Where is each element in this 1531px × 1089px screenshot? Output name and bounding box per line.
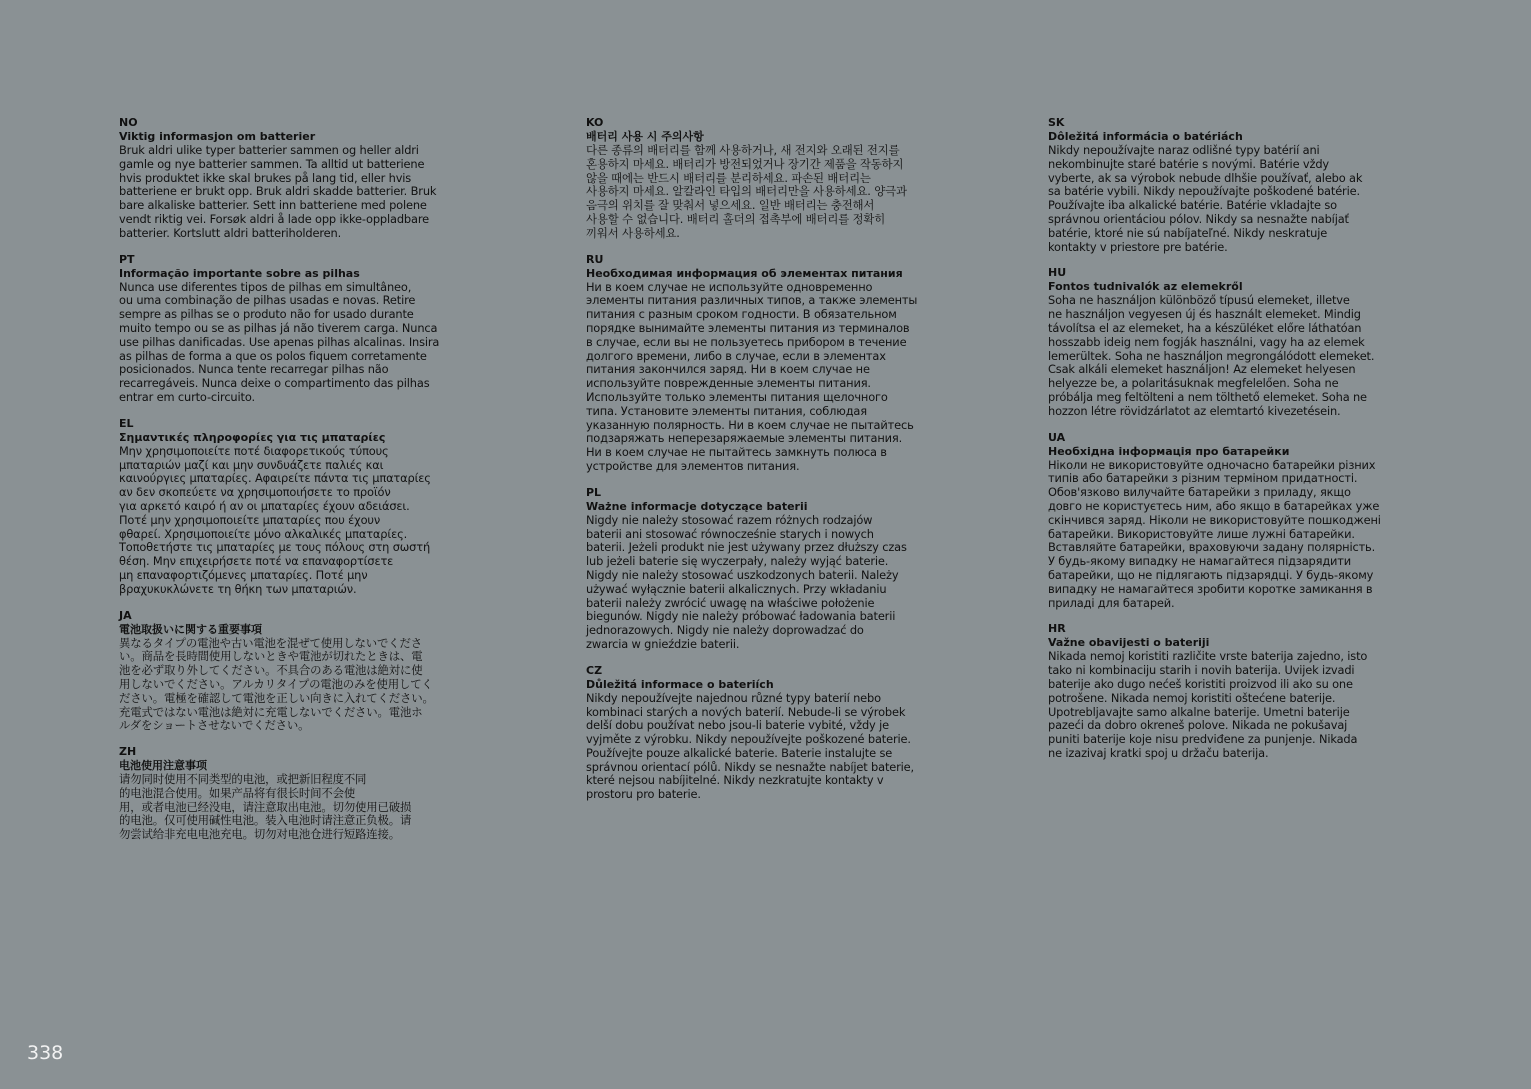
section-body: Nunca use diferentes tipos de pilhas em simultâneo, ou uma combinação de pilhas usadas e novas. Retire sempre as pilhas se o produto não for usado durante muito tempo ou se as pilhas já não tiverem carga. Nunca use pilhas danificadas. Use apenas pilhas alcalinas. Insira as pilhas de forma a que os polos fiquem corretamente posicionados. Nunca tente recarregar pilhas não recarregáveis. Nunca deixe o compartimento das pilhas entrar em curto-circuito. (119, 279, 440, 404)
section-body: Nigdy nie należy stosować razem różnych rodzajów baterii ani stosować równocześnie starych i nowych baterii. Jeżeli produkt nie jest używany przez dłuższy czas lub jeżeli baterie się wyczerpały, należy wyjąć baterie. Nigdy nie należy stosować uszkodzonych baterii. Należy używać wyłącznie baterii alkalicznych. Przy wkładaniu baterii należy zwrócić uwagę na właściwe położenie biegunów. Nigdy nie należy próbować ładowania baterii jednorazowych. Nigdy nie należy doprowadzać do zwarcia w gnieździe baterii. (586, 512, 907, 651)
language-code: HU (1048, 266, 1067, 280)
language-code: ZH (119, 745, 137, 759)
section-pt (119, 253, 469, 405)
section-body: 다른 종류의 배터리를 함께 사용하거나, 새 전지와 오래된 전지를 혼용하지 마세요. 배터리가 방전되었거나 장기간 제품을 작동하지 않을 때에는 반드시 배터리를 분리하세요. 파손된 배터리는 사용하지 마세요. 알칼라인 타입의 배터리만을 사용하세요. 양극과 음극의 위치를 잘 맞춰서 넣으세요. 일반 배터리는 충전해서 사용할 수 없습니다. 배터리 홀더의 접촉부에 배터리를 정확히 끼워서 사용하세요. (586, 143, 907, 240)
language-code: PL (586, 485, 602, 499)
section-title: Необхідна інформація про батарейки (1048, 444, 1290, 458)
language-code: UA (1048, 430, 1066, 444)
section-body: Nikdy nepoužívejte najednou různé typy baterií nebo kombinaci starých a nových baterií. Nebude-li se výrobek delší dobu používat nebo jsou-li baterie vybité, vždy je vyjměte z výrobku. Nikdy nepoužívejte poškozené baterie. Používejte pouze alkalické baterie. Baterie instalujte se správnou orientací pólů. Nikdy se nesnažte nabíjet baterie, které nejsou nabíjitelné. Nikdy nezkratujte kontakty v prostoru pro baterie. (586, 690, 914, 802)
language-code: RU (586, 252, 604, 266)
section-hu (1048, 266, 1398, 418)
language-code: SK (1048, 116, 1065, 129)
section-zh (119, 745, 469, 842)
section-title: Σημαντικές πληροφορίες για τις μπαταρίες (119, 430, 386, 444)
section-title: Ważne informacje dotyczące baterii (586, 499, 808, 513)
section-body: Soha ne használjon különböző típusú elemeket, illetve ne használjon vegyesen új és használt elemeket. Mindig távolítsa el az elemeket, ha a készüléket előre láthatóan hosszabb ideig nem fogják használni, vagy ha az elemek lemerültek. Soha ne használjon megrongálódott elemeket. Csak alkáli elemeket használjon! Az elemeket helyesen helyezze be, a polaritásuknak megfelelően. Soha ne próbálja meg feltölteni a nem tölthető elemeket. Soha ne hozzon létre rövidzárlatot az elemtartó kivezetésein. (1048, 293, 1375, 418)
language-code: KO (586, 116, 604, 129)
section-ja (119, 609, 469, 734)
section-hr (1048, 622, 1398, 760)
column-3 (1048, 116, 1398, 773)
section-ua (1048, 431, 1398, 611)
section-title: 電池取扱いに関する重要事項 (119, 622, 262, 636)
section-body: 異なるタイプの電池や古い電池を混ぜて使用しないでくださ い。商品を長時間使用しないときや電池が切れたときは、電 池を必ず取り外してください。不具合のある電池は絶対に使 用しないでください。アルカリタイプの電池のみを使用してく ださい。電極を確認して電池を正しい向きに入れてください。 充電式ではない電池は絶対に充電しないでください。電池ホ ルダをショートさせないでください。 (119, 635, 434, 733)
language-code: EL (119, 416, 134, 430)
section-sk (1048, 116, 1398, 254)
column-2 (586, 116, 936, 814)
section-body: Nikada nemoj koristiti različite vrste baterija zajedno, isto tako ni kombinaciju starih i novih baterija. Uvijek izvadi baterije ako dugo nećeš koristiti proizvod ili ako su one potrošene. Nikada nemoj koristiti oštećene baterije. Upotrebljavajte samo alkalne baterije. Umetni baterije pazeći da dobro okreneš polove. Nikada ne pokušavaj puniti baterije koje nisu predviđene za punjenje. Nikada ne izazivaj kratki spoj u držaču baterija. (1048, 649, 1368, 760)
section-body: Μην χρησιμοποιείτε ποτέ διαφορετικούς τύπους μπαταριών μαζί και μην συνδυάζετε παλιές και καινούργιες μπαταρίες. Αφαιρείτε πάντα τις μπαταρίες αν δεν σκοπεύετε να χρησιμοποιήσετε το προϊόν για αρκετό καιρό ή αν οι μπαταρίες έχουν αδειάσει. Ποτέ μην χρησιμοποιείτε μπαταρίες που έχουν φθαρεί. Χρησιμοποιείτε μόνο αλκαλικές μπαταρίες. Τοποθετήστε τις μπαταρίες με τους πόλους στη σωστή θέση. Μην επιχειρήσετε ποτέ να επαναφορτίσετε μη επαναφορτιζόμενες μπαταρίες. Ποτέ μην βραχυκυκλώνετε τη θήκη των μπαταριών. (119, 443, 431, 596)
section-ko (586, 116, 936, 241)
section-title: Važne obavijesti o bateriji (1048, 636, 1210, 650)
section-title: Důležitá informace o bateriích (586, 677, 774, 691)
section-title: Informação importante sobre as pilhas (119, 266, 360, 280)
section-body: 请勿同时使用不同类型的电池，或把新旧程度不同 的电池混合使用。如果产品将有很长时间不会使 用，或者电池已经没电，请注意取出电池。切勿使用已破损 的电池。仅可使用碱性电池。装入电池时请注意正负极。请 勿尝试给非充电电池充电。切勿对电池仓进行短路连接。 (119, 772, 412, 842)
section-title: Dôležitá informácia o batériách (1048, 130, 1243, 143)
language-code: JA (119, 608, 132, 622)
section-no (119, 116, 469, 241)
section-title: 电池使用注意事项 (119, 759, 207, 773)
language-code: HR (1048, 622, 1066, 636)
section-title: 배터리 사용 시 주의사항 (586, 130, 704, 143)
section-body: Ніколи не використовуйте одночасно батарейки різних типів або батарейки з різним терміном придатності. Обов'язково вилучайте батарейки з приладу, якщо довго не користуєтесь ним, або якщо в батарейках уже скінчився заряд. Ніколи не використовуйте пошкоджені батарейки. Використовуйте лише лужні батарейки. Вставляйте батарейки, враховуючи задану полярність. У будь-якому випадку не намагайтеся підзарядити батарейки, що не підлягають підзарядці. У будь-якому випадку не намагайтеся зробити коротке замикання в приладі для батарей. (1048, 457, 1381, 610)
section-title: Viktig informasjon om batterier (119, 130, 316, 143)
section-pl (586, 486, 936, 652)
section-el (119, 417, 469, 597)
section-body: Bruk aldri ulike typer batterier sammen og heller aldri gamle og nye batterier sammen. Ta alltid ut batteriene hvis produktet ikke skal brukes på lang tid, eller hvis batteriene er brukt opp. Bruk aldri skadde batterier. Bruk bare alkaliske batterier. Sett inn batteriene med polene vendt riktig vei. Forsøk aldri å lade opp ikke-oppladbare batterier. Kortslutt aldri batteriholderen. (119, 143, 437, 240)
section-title: Fontos tudnivalók az elemekről (1048, 280, 1243, 294)
section-body: Nikdy nepoužívajte naraz odlišné typy batérií ani nekombinujte staré batérie s novými. Batérie vždy vyberte, ak sa výrobok nebude dlhšie používať, alebo ak sa batérie vybili. Nikdy nepoužívajte poškodené batérie. Používajte iba alkalické batérie. Batérie vkladajte so správnou orientáciou pólov. Nikdy sa nesnažte nabíjať batérie, ktoré nie sú nabíjateľné. Nikdy neskratuje kontakty v priestore pre batérie. (1048, 143, 1363, 254)
section-title: Необходимая информация об элементах питания (586, 266, 903, 280)
page-number: 338 (27, 1042, 64, 1064)
language-code: NO (119, 116, 138, 129)
language-code: CZ (586, 663, 603, 677)
column-1 (119, 116, 469, 854)
section-cz (586, 664, 936, 802)
language-code: PT (119, 252, 135, 266)
section-body: Ни в коем случае не используйте одновременно элементы питания различных типов, а также элементы питания с разным сроком годности. В обязательном порядке вынимайте элементы питания из терминалов в случае, если вы не пользуетесь прибором в течение долгого времени, либо в случае, если в элементах питания закончился заряд. Ни в коем случае не используйте поврежденные элементы питания. Используйте только элементы питания щелочного типа. Установите элементы питания, соблюдая указанную полярность. Ни в коем случае не пытайтесь подзаряжать неперезаряжаемые элементы питания. Ни в коем случае не пытайтесь замкнуть полюса в устройстве для элементов питания. (586, 279, 918, 473)
section-ru (586, 253, 936, 474)
